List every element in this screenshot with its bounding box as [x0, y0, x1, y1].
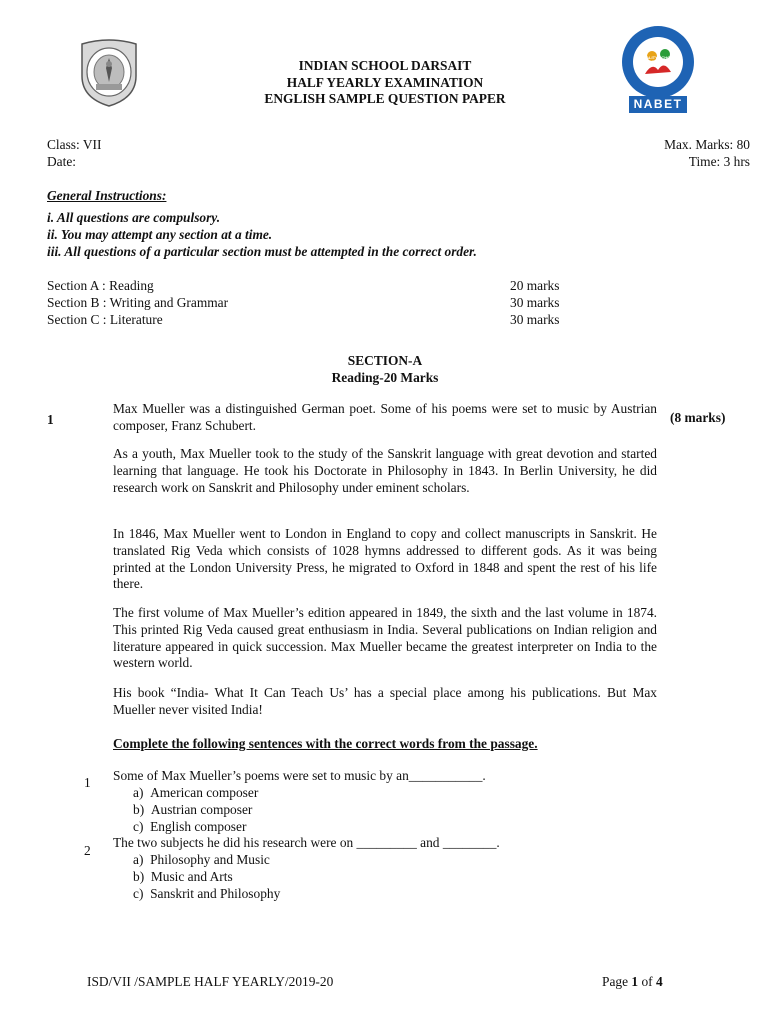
passage-paragraph: Max Mueller was a distinguished German poet. Some of his poems were set to music by Austrian composer, Franz Schubert. — [113, 401, 657, 433]
paper-name: ENGLISH SAMPLE QUESTION PAPER — [264, 91, 506, 106]
subquestion-text: Some of Max Mueller’s poems were set to music by an___________. — [113, 768, 486, 783]
page-prefix: Page — [602, 974, 632, 989]
page-total: 4 — [655, 974, 663, 989]
page-mid: of — [638, 974, 656, 989]
passage-paragraph: His book “India- What It Can Teach Us’ has a special place among his publications. But Max Mueller never visited India! — [113, 685, 657, 717]
answer-option: a) Philosophy and Music — [133, 852, 270, 867]
subquestion-number: 1 — [84, 775, 91, 790]
question-number: 1 — [47, 412, 54, 427]
answer-option: a) American composer — [133, 785, 259, 800]
page-current: 1 — [631, 974, 639, 989]
date-label: Date: — [47, 154, 76, 169]
exam-name: HALF YEARLY EXAMINATION — [286, 74, 484, 90]
section-name: Section C : Literature — [47, 312, 163, 327]
answer-option: c) English composer — [133, 819, 247, 834]
footer-code: ISD/VII /SAMPLE HALF YEARLY/2019-20 — [87, 974, 334, 989]
passage-paragraph: In 1846, Max Mueller went to London in England to copy and collect manuscripts in Sanskrit. He translated Rig Veda which consists of 1028 hymns addressed to different gods. As it was being printed at the London University Press, he migrated to Oxford in 1848 and spent the rest of his life there. — [113, 526, 657, 592]
answer-option: b) Music and Arts — [133, 869, 233, 884]
subquestion-text: The two subjects he did his research were on _________ and ________. — [113, 835, 500, 850]
time-label: Time: 3 hrs — [688, 154, 750, 169]
passage-paragraph: The first volume of Max Mueller’s edition appeared in 1849, the sixth and the last volume in 1874. This printed Rig Veda caused great enthusiasm in India. Several publications on Indian religion and literature appeared in quick succession. Max Mueller became the greatest interpreter on India to the western world. — [113, 605, 657, 671]
class-label: Class: VII — [47, 137, 102, 152]
subquestion-number: 2 — [84, 843, 91, 858]
answer-option: c) Sanskrit and Philosophy — [133, 886, 281, 901]
instruction-item: ii. You may attempt any section at a time. — [47, 227, 273, 242]
passage-paragraph: As a youth, Max Mueller took to the study of the Sanskrit language with great devotion and started learning that language. He took his Doctorate in Philosophy in 1843. In Berlin University, he did research work on Sanskrit and Philosophy under eminent scholars. — [113, 446, 657, 495]
section-marks: 30 marks — [510, 312, 560, 327]
school-crest-logo — [74, 38, 144, 108]
page-number — [602, 974, 663, 991]
section-name: Section B : Writing and Grammar — [47, 295, 229, 310]
question-instruction: Complete the following sentences with the correct words from the passage. — [113, 736, 538, 751]
section-name: Section A : Reading — [47, 278, 154, 293]
nabet-label: NABET — [633, 97, 683, 111]
answer-option: b) Austrian composer — [133, 802, 253, 817]
section-a-title: SECTION-A — [347, 353, 423, 368]
section-a-subtitle: Reading-20 Marks — [331, 370, 439, 385]
instruction-item: iii. All questions of a particular section must be attempted in the correct order. — [47, 244, 477, 259]
max-marks-label: Max. Marks: 80 — [664, 137, 750, 152]
paper-header — [200, 58, 570, 108]
instruction-item: i. All questions are compulsory. — [47, 210, 221, 225]
section-a-heading — [200, 352, 570, 386]
section-marks: 20 marks — [510, 278, 560, 293]
school-name: INDIAN SCHOOL DARSAIT — [298, 58, 472, 73]
question-marks: (8 marks) — [670, 410, 726, 425]
section-marks: 30 marks — [510, 295, 560, 310]
nabet-ring-text: QUALITY SCHOOL GOVERNANCE — [640, 55, 676, 64]
instructions-title: General Instructions: — [47, 188, 167, 203]
